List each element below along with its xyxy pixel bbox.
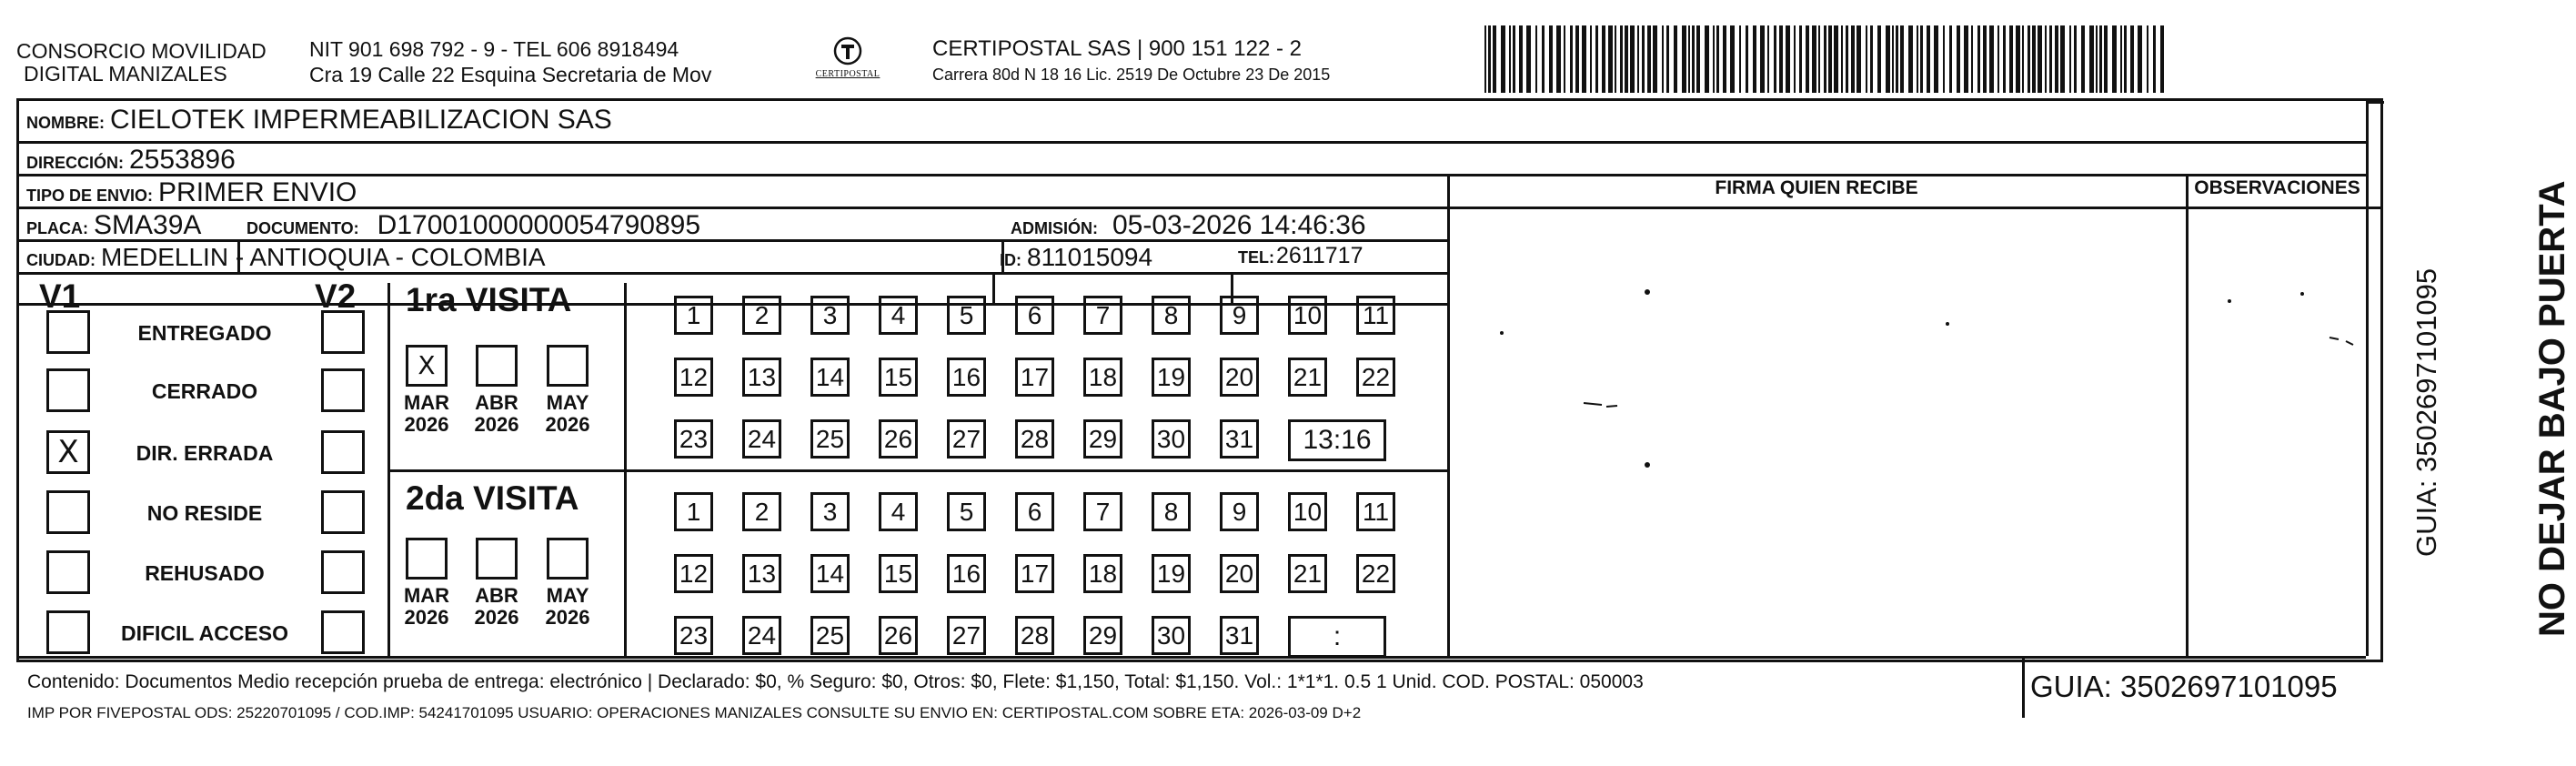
first-visit-day[interactable]: 25 (810, 419, 850, 459)
first-visit-day[interactable]: 9 (1220, 296, 1259, 335)
first-visit-day[interactable]: 1 (674, 296, 713, 335)
first-visit-day[interactable]: 17 (1015, 358, 1054, 397)
admision-cell (1011, 210, 1366, 241)
first-visit-day[interactable]: 5 (947, 296, 986, 335)
status-option-label: CERRADO (151, 379, 258, 403)
first-visit-day[interactable]: 13 (742, 358, 781, 397)
barcode (1484, 25, 2165, 93)
first-visit-day[interactable]: 28 (1015, 419, 1054, 459)
carrier-address: Carrera 80d N 18 16 Lic. 2519 De Octubre 23 De 2015 (932, 66, 1331, 84)
delivery-form (16, 98, 2383, 662)
id-value: 811015094 (1027, 243, 1153, 271)
tel-label: TEL: (1238, 248, 1274, 267)
tipo-envio-value: PRIMER ENVIO (158, 177, 357, 207)
placa-label: PLACA: (26, 219, 88, 237)
first-visit-day[interactable]: 16 (947, 358, 986, 397)
first-visit-day[interactable]: 7 (1083, 296, 1122, 335)
second-visit-day[interactable]: 24 (742, 616, 781, 655)
status-option-label: REHUSADO (145, 561, 265, 585)
first-visit-day[interactable]: 30 (1152, 419, 1191, 459)
id-cell (1000, 243, 1152, 272)
second-visit-day[interactable]: 20 (1220, 554, 1259, 593)
guia-number: GUIA: 3502697101095 (2030, 670, 2338, 703)
second-visit-day[interactable]: 5 (947, 492, 986, 531)
ciudad-cell (26, 243, 546, 272)
nombre-label: NOMBRE: (26, 114, 105, 132)
sender-line-1: CONSORCIO MOVILIDAD (16, 39, 267, 63)
status-option-label: ENTREGADO (137, 321, 272, 345)
month-checkbox[interactable] (547, 345, 589, 387)
v2-checkbox[interactable] (321, 368, 365, 412)
second-visit-day[interactable]: 16 (947, 554, 986, 593)
first-visit-day[interactable]: 8 (1152, 296, 1191, 335)
first-visit-day[interactable]: 6 (1015, 296, 1054, 335)
certipostal-logo (811, 33, 884, 87)
status-option-label: DIFICIL ACCESO (120, 621, 288, 645)
print-info-line: IMP POR FIVEPOSTAL ODS: 25220701095 / COD.IMP: 54241701095 USUARIO: OPERACIONES MANIZALES CONSULTE SU ENVIO EN: CERTIPOSTAL.COM SOBRE ETA: 2026-03-09 D+2 (27, 704, 1362, 721)
documento-label: DOCUMENTO: (247, 219, 359, 237)
first-visit-day[interactable]: 12 (674, 358, 713, 397)
v2-checkbox[interactable] (321, 430, 365, 474)
month-label: MAY 2026 (545, 584, 590, 629)
month-label: MAR 2026 (403, 391, 450, 436)
first-visit-day[interactable]: 3 (810, 296, 850, 335)
warning-vertical: NO DEJAR BAJO PUERTA (2532, 180, 2572, 637)
month-label: ABR 2026 (474, 391, 519, 436)
first-visit-day[interactable]: 26 (879, 419, 918, 459)
second-visit-day[interactable]: 14 (810, 554, 850, 593)
second-visit-day[interactable]: 3 (810, 492, 850, 531)
first-visit-day[interactable]: 15 (879, 358, 918, 397)
v1-checkbox[interactable] (46, 550, 90, 594)
month-label: MAR 2026 (403, 584, 450, 629)
month-checkbox[interactable] (547, 538, 589, 580)
second-visit-day[interactable]: 15 (879, 554, 918, 593)
first-visit-day[interactable]: 27 (947, 419, 986, 459)
tel-value: 2611717 (1276, 243, 1363, 268)
first-visit-day[interactable]: 11 (1356, 296, 1395, 335)
first-visit-day[interactable]: 14 (810, 358, 850, 397)
second-visit-day[interactable]: 31 (1220, 616, 1259, 655)
ciudad-label: CIUDAD: (26, 251, 96, 269)
sender-address: Cra 19 Calle 22 Esquina Secretaria de Mov (309, 63, 712, 86)
second-visit-day[interactable]: 11 (1356, 492, 1395, 531)
v1-checkbox[interactable] (46, 610, 90, 654)
second-visit-day[interactable]: 26 (879, 616, 918, 655)
admision-label: ADMISIÓN: (1011, 219, 1098, 237)
observations-area (2202, 283, 2366, 465)
ciudad-value: MEDELLIN - ANTIOQUIA - COLOMBIA (101, 243, 546, 271)
direccion-label: DIRECCIÓN: (26, 154, 124, 172)
month-checkbox-checked[interactable]: X (406, 345, 448, 387)
second-visit-day[interactable]: 2 (742, 492, 781, 531)
second-visit-day[interactable]: 27 (947, 616, 986, 655)
v1-checkbox[interactable] (46, 490, 90, 534)
v1-checkbox[interactable] (46, 368, 90, 412)
v2-checkbox[interactable] (321, 610, 365, 654)
admision-value: 05-03-2026 14:46:36 (1112, 210, 1366, 240)
first-visit-day[interactable]: 22 (1356, 358, 1395, 397)
tel-cell (1238, 243, 1363, 269)
sender-line-2: DIGITAL MANIZALES (24, 62, 227, 86)
placa-cell (26, 210, 201, 241)
second-visit-day[interactable]: 13 (742, 554, 781, 593)
second-visit-day[interactable]: 6 (1015, 492, 1054, 531)
month-label: ABR 2026 (474, 584, 519, 629)
first-visit-day[interactable]: 18 (1083, 358, 1122, 397)
v2-checkbox[interactable] (321, 490, 365, 534)
id-label: ID: (1000, 251, 1021, 269)
second-visit-day[interactable]: 21 (1288, 554, 1327, 593)
documento-value: D17001000000054790895 (377, 210, 701, 240)
first-visit-day[interactable]: 31 (1220, 419, 1259, 459)
status-option-label: DIR. ERRADA (136, 441, 274, 465)
second-visit-title: 2da VISITA (406, 479, 579, 517)
direccion-value: 2553896 (129, 145, 236, 175)
v1-header: V1 (39, 277, 81, 315)
second-visit-day[interactable]: 8 (1152, 492, 1191, 531)
month-checkbox[interactable] (476, 345, 518, 387)
second-visit-day[interactable]: 9 (1220, 492, 1259, 531)
v1-checkbox[interactable] (46, 310, 90, 354)
first-visit-day[interactable]: 10 (1288, 296, 1327, 335)
v1-checkbox-checked[interactable]: X (46, 430, 90, 474)
documento-cell (247, 210, 700, 241)
observaciones-header: OBSERVACIONES (2194, 177, 2360, 198)
first-visit-day[interactable]: 4 (879, 296, 918, 335)
v2-header: V2 (315, 277, 357, 315)
nit-line: NIT 901 698 792 - 9 - TEL 606 8918494 (309, 37, 679, 61)
first-visit-day[interactable]: 24 (742, 419, 781, 459)
second-visit-day[interactable]: 28 (1015, 616, 1054, 655)
first-visit-day[interactable]: 29 (1083, 419, 1122, 459)
second-visit-day[interactable]: 12 (674, 554, 713, 593)
status-option-label: NO RESIDE (146, 501, 263, 525)
sender-name (16, 40, 267, 86)
v2-checkbox[interactable] (321, 550, 365, 594)
nombre-value: CIELOTEK IMPERMEABILIZACION SAS (110, 105, 612, 135)
first-visit-title: 1ra VISITA (406, 281, 572, 318)
logo-text: CERTIPOSTAL (815, 69, 880, 79)
placa-value: SMA39A (94, 210, 202, 240)
first-visit-time[interactable]: 13:16 (1288, 419, 1386, 461)
first-visit-day[interactable]: 23 (674, 419, 713, 459)
second-visit-day[interactable]: 23 (674, 616, 713, 655)
second-visit-day[interactable]: 19 (1152, 554, 1191, 593)
first-visit-day[interactable]: 20 (1220, 358, 1259, 397)
second-visit-day[interactable]: 18 (1083, 554, 1122, 593)
carrier-line: CERTIPOSTAL SAS | 900 151 122 - 2 (932, 36, 1302, 61)
sender-contact (309, 36, 711, 87)
second-visit-day[interactable]: 10 (1288, 492, 1327, 531)
first-visit-day[interactable]: 21 (1288, 358, 1327, 397)
second-visit-day[interactable]: 4 (879, 492, 918, 531)
second-visit-day[interactable]: 17 (1015, 554, 1054, 593)
second-visit-day[interactable]: 7 (1083, 492, 1122, 531)
month-checkbox[interactable] (406, 538, 448, 580)
second-visit-day[interactable]: 22 (1356, 554, 1395, 593)
signature-area (1474, 283, 2111, 629)
tipo-envio-label: TIPO DE ENVIO: (26, 186, 154, 205)
second-visit-day[interactable]: 29 (1083, 616, 1122, 655)
second-visit-day[interactable]: 25 (810, 616, 850, 655)
second-visit-day[interactable]: 1 (674, 492, 713, 531)
second-visit-day[interactable]: 30 (1152, 616, 1191, 655)
first-visit-day[interactable]: 19 (1152, 358, 1191, 397)
firma-header: FIRMA QUIEN RECIBE (1715, 177, 1918, 198)
month-checkbox[interactable] (476, 538, 518, 580)
guia-vertical: GUIA: 3502697101095 (2410, 267, 2442, 557)
nombre-row (26, 105, 612, 136)
second-visit-time[interactable]: : (1288, 616, 1386, 658)
first-visit-day[interactable]: 2 (742, 296, 781, 335)
v2-checkbox[interactable] (321, 310, 365, 354)
contents-line: Contenido: Documentos Medio recepción prueba de entrega: electrónico | Declarado: $0, % Seguro: $0, Otros: $0, Flete: $1,150, Total: $1,150. Vol.: 1*1*1. 0.5 1 Unid. COD. POSTAL: 050003 (27, 671, 1644, 692)
tipo-envio-row (26, 177, 357, 208)
month-label: MAY 2026 (545, 391, 590, 436)
direccion-row (26, 145, 236, 176)
